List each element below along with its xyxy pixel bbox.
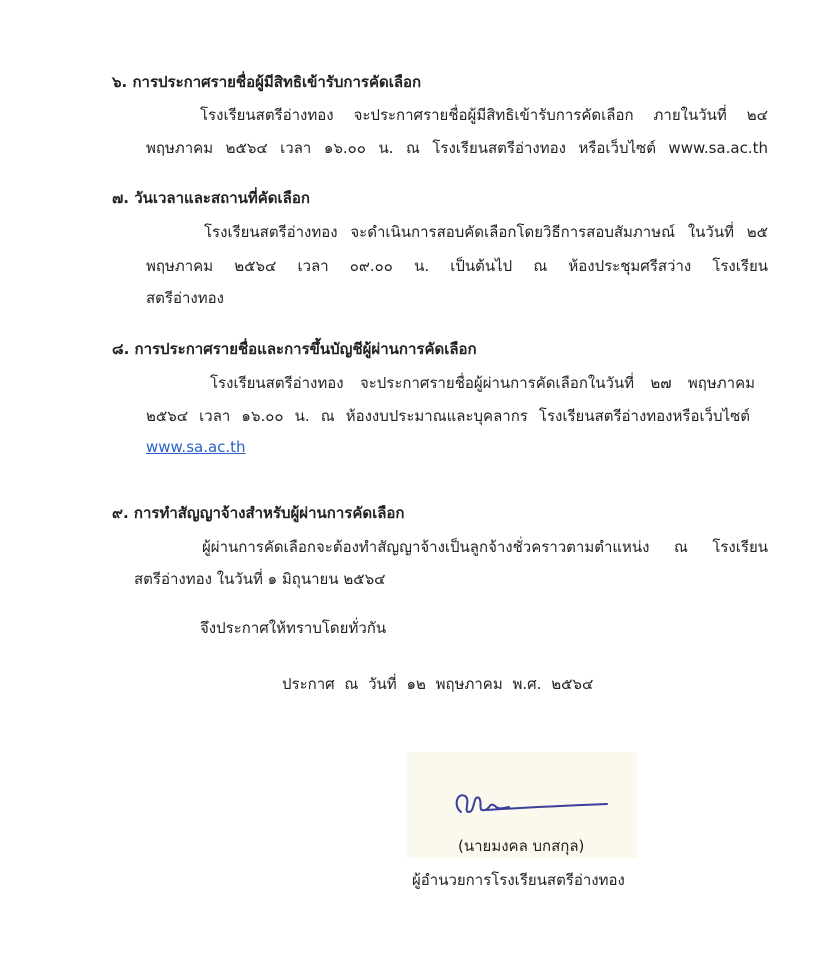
signer-name: (นายมงคล บกสกุล) xyxy=(458,837,585,855)
section-6-heading: ๖. การประกาศรายชื่อผู้มีสิทธิเข้ารับการคัดเลือก xyxy=(112,73,422,91)
website-link[interactable]: www.sa.ac.th xyxy=(146,438,246,456)
section-9-line-2: สตรีอ่างทอง ในวันที่ ๑ มิถุนายน ๒๕๖๔ xyxy=(134,570,386,588)
section-8-line-2: ๒๕๖๔ เวลา ๑๖.๐๐ น. ณ ห้องงบประมาณและบุคลากร โรงเรียนสตรีอ่างทองหรือเว็บไซต์ xyxy=(146,407,750,425)
section-7-line-1: โรงเรียนสตรีอ่างทอง จะดำเนินการสอบคัดเลือกโดยวิธีการสอบสัมภาษณ์ ในวันที่ ๒๕ xyxy=(204,223,768,241)
section-6-line-2: พฤษภาคม ๒๕๖๔ เวลา ๑๖.๐๐ น. ณ โรงเรียนสตรีอ่างทอง หรือเว็บไซต์ www.sa.ac.th xyxy=(146,139,768,157)
section-8-heading: ๘. การประกาศรายชื่อและการขึ้นบัญชีผู้ผ่านการคัดเลือก xyxy=(112,340,477,358)
section-7-heading: ๗. วันเวลาและสถานที่คัดเลือก xyxy=(112,189,310,207)
section-9-heading: ๙. การทำสัญญาจ้างสำหรับผู้ผ่านการคัดเลือก xyxy=(112,504,405,522)
closing-text: จึงประกาศให้ทราบโดยทั่วกัน xyxy=(200,619,387,637)
section-8-line-1: โรงเรียนสตรีอ่างทอง จะประกาศรายชื่อผู้ผ่านการคัดเลือกในวันที่ ๒๗ พฤษภาคม xyxy=(210,374,755,392)
section-6-line-1: โรงเรียนสตรีอ่างทอง จะประกาศรายชื่อผู้มีสิทธิเข้ารับการคัดเลือก ภายในวันที่ ๒๔ xyxy=(200,106,768,124)
signature-icon xyxy=(447,782,617,822)
section-7-line-3: สตรีอ่างทอง xyxy=(146,289,224,307)
section-7-line-2: พฤษภาคม ๒๕๖๔ เวลา ๐๙.๐๐ น. เป็นต้นไป ณ ห้องประชุมศรีสว่าง โรงเรียน xyxy=(146,257,768,275)
section-9-line-1: ผู้ผ่านการคัดเลือกจะต้องทำสัญญาจ้างเป็นลูกจ้างชั่วคราวตามตำแหน่ง ณ โรงเรียน xyxy=(202,538,768,556)
announce-date: ประกาศ ณ วันที่ ๑๒ พฤษภาคม พ.ศ. ๒๕๖๔ xyxy=(282,675,594,693)
signer-title: ผู้อำนวยการโรงเรียนสตรีอ่างทอง xyxy=(412,871,625,889)
